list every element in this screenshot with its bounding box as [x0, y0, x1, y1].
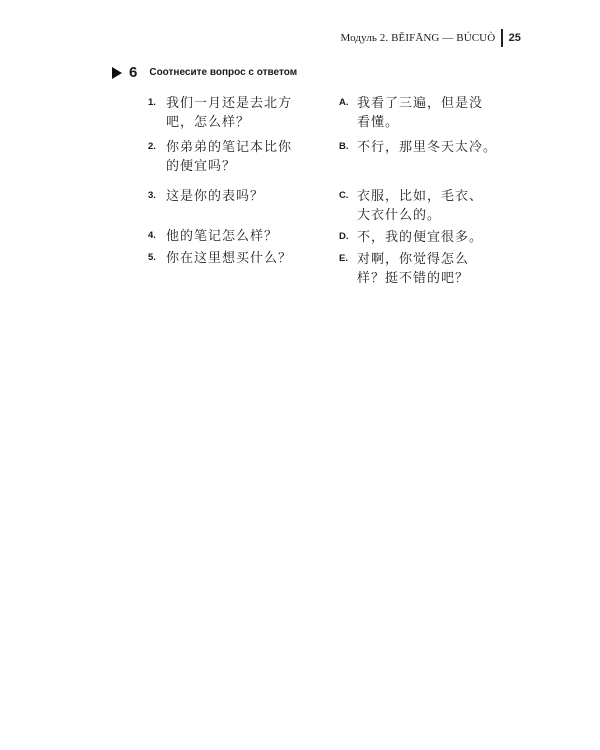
question-line: 我们一月还是去北方 [166, 96, 293, 111]
page-header [341, 29, 521, 47]
question-line: 你在这里想买什么？ [166, 251, 293, 266]
answer-line: 看懂。 [357, 115, 400, 130]
question-marker: 3. [148, 190, 156, 201]
answer-marker: B. [339, 141, 349, 152]
header-divider [501, 29, 502, 47]
question-text [166, 249, 292, 268]
answer-text [357, 187, 483, 225]
question-line: 的便宜吗？ [166, 159, 237, 174]
answer-line: 不行，那里冬天太冷。 [357, 140, 498, 155]
question-line: 这是你的表吗？ [166, 189, 265, 204]
question-marker: 2. [148, 141, 156, 152]
question-text [166, 138, 292, 176]
answer-text [357, 94, 483, 132]
answer-item [339, 250, 519, 288]
answers-column [339, 94, 519, 295]
question-line: 吧，怎么样？ [166, 115, 251, 130]
question-line: 他的笔记怎么样？ [166, 229, 279, 244]
answer-line: 大衣什么的。 [357, 208, 442, 223]
answer-text [357, 228, 483, 247]
question-line: 你弟弟的笔记本比你 [166, 140, 293, 155]
answer-text [357, 138, 497, 157]
questions-column [148, 94, 323, 275]
question-marker: 1. [148, 97, 156, 108]
exercise-instruction: Соотнесите вопрос с ответом [149, 67, 298, 78]
answer-marker: E. [339, 253, 348, 264]
play-triangle-icon [112, 67, 122, 79]
question-text [166, 94, 292, 132]
answer-item [339, 94, 519, 132]
question-item [148, 249, 323, 268]
answer-line: 对啊，你觉得怎么 [357, 252, 470, 267]
running-title: Модуль 2. BĚIFĀNG — BÚCUÒ [340, 32, 496, 44]
answer-item [339, 228, 519, 247]
question-item [148, 138, 323, 176]
question-marker: 5. [148, 252, 156, 263]
question-marker: 4. [148, 230, 156, 241]
answer-line: 不，我的便宜很多。 [357, 230, 484, 245]
answer-marker: A. [339, 97, 349, 108]
question-item [148, 94, 323, 132]
answer-item [339, 187, 519, 225]
answer-text [357, 250, 469, 288]
page-number: 25 [508, 32, 521, 44]
exercise-number: 6 [129, 64, 138, 81]
question-item [148, 187, 323, 206]
question-item [148, 227, 323, 246]
answer-line: 我看了三遍，但是没 [357, 96, 484, 111]
question-text [166, 227, 278, 246]
answer-marker: C. [339, 190, 349, 201]
question-text [166, 187, 264, 206]
answer-item [339, 138, 519, 157]
answer-line: 衣服，比如，毛衣、 [357, 189, 484, 204]
answer-line: 样？挺不错的吧？ [357, 271, 470, 286]
exercise-heading [112, 64, 297, 81]
answer-marker: D. [339, 231, 349, 242]
